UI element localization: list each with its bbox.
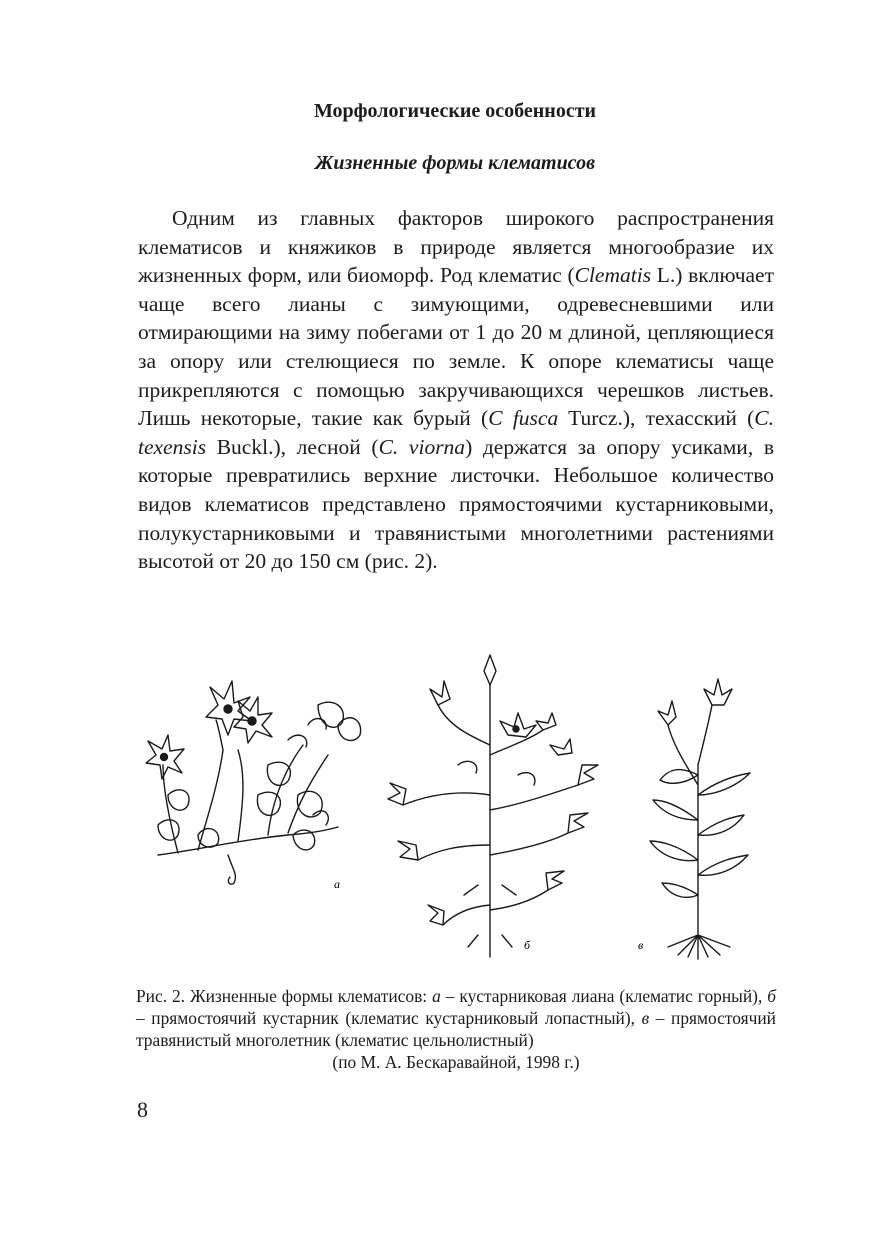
body-paragraph [138, 204, 774, 576]
erect-shrub-drawing [388, 655, 598, 957]
body-text-2: L.) включает чаще всего лианы с зимующими, одревесневшими или отмирающими на зиму побегами от 1 до 20 м длиной, цепляющиеся за опору или стелющиеся по земле. К опоре клематисы чаще прикрепляются с помощью закручивающихся черешков листьев. Лишь некоторые, такие как бурый ( [138, 263, 774, 431]
liana-drawing [146, 681, 361, 884]
caption-letter-a: а [432, 986, 441, 1006]
caption-text-2: – кустарниковая лиана (клематис горный), [440, 986, 768, 1006]
page-number: 8 [137, 1097, 148, 1122]
caption-text-4: – прямостоячий травянистый многолетник (клематис цельнолистный) [136, 1008, 776, 1050]
body-text-5: ) держатся за опору усиками, в которые превратились верхние листочки. Небольшое количество видов клематисов представлено прямостоячими кустарниковыми, полукустарниковыми и травянистыми многолетними растениями высотой от 20 до 150 см (рис. 2). [138, 434, 774, 574]
body-latin-texensis: C. texensis [138, 406, 774, 459]
caption-source: (по М. А. Бескаравайной, 1998 г.) [332, 1052, 580, 1072]
caption-text-3: – прямостоячий кустарник (клематис кустарниковый лопастный), [136, 1008, 642, 1028]
body-latin-fusca: C fusca [488, 406, 559, 431]
figure-letter-v: в [638, 938, 644, 952]
figure-letter-a: а [334, 877, 340, 891]
body-latin-clematis: Clematis [574, 263, 652, 288]
section-heading: Морфологические особенности [313, 100, 597, 122]
body-text-1: Одним из главных факторов широкого распространения клематисов и княжиков в природе является многообразие их жизненных форм, или биоморф. Род клематис ( [138, 206, 774, 288]
caption-letter-b: б [767, 986, 776, 1006]
caption-text-1: Рис. 2. Жизненные формы клематисов: [136, 986, 433, 1006]
figure-letter-b: б [524, 938, 531, 952]
herbaceous-perennial-drawing [650, 679, 750, 959]
body-text-4: Buckl.), лесной ( [206, 434, 379, 459]
body-text-3: Turcz.), техасский ( [558, 406, 755, 431]
section-subheading: Жизненные формы клематисов [315, 152, 595, 174]
caption-letter-v: в [641, 1008, 650, 1028]
clematis-life-forms-figure [138, 645, 778, 965]
body-latin-viorna: C. viorna [378, 434, 466, 459]
figure-caption [136, 985, 776, 1073]
